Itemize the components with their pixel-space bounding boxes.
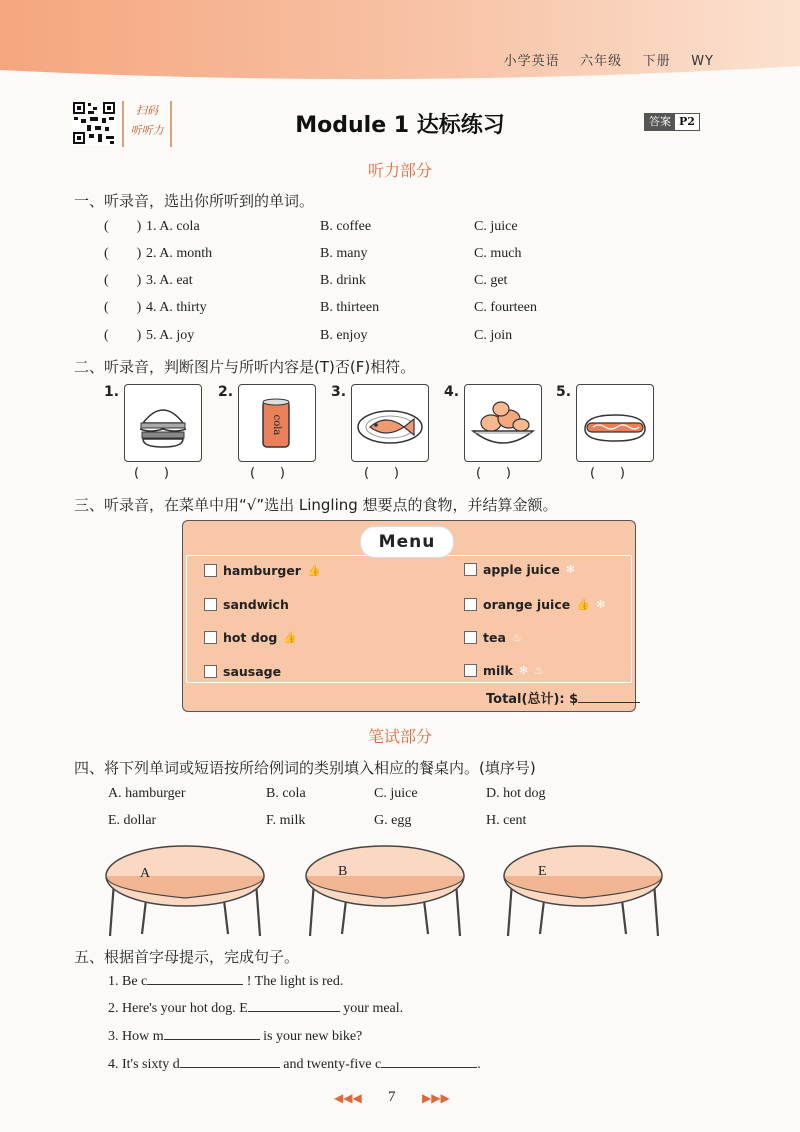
picture-1 xyxy=(124,384,202,462)
word-2: B. cola xyxy=(266,786,306,801)
pic-num-4: 4. xyxy=(444,384,460,400)
menu-item-left-4[interactable]: sausage xyxy=(204,664,281,679)
blank-4[interactable] xyxy=(180,1067,280,1068)
table-a[interactable] xyxy=(104,842,266,940)
pic-answer-5[interactable]: ( ) xyxy=(590,466,625,481)
pic-num-5: 5. xyxy=(556,384,572,400)
q1-answer-paren[interactable]: ( ) xyxy=(104,246,142,261)
q1-option-b: B. many xyxy=(320,246,368,261)
q1-option-b: B. drink xyxy=(320,273,366,288)
word-7: G. egg xyxy=(374,813,412,828)
q5-instruction: 五、根据首字母提示，完成句子。 xyxy=(74,948,300,966)
header-info: 小学英语 六年级 下册 WY xyxy=(503,54,714,69)
q1-option-b: B. thirteen xyxy=(320,300,380,315)
checkbox[interactable] xyxy=(464,598,477,611)
answer-badge[interactable]: 答案 P2 xyxy=(644,113,700,131)
prev-arrows-icon[interactable]: ◀◀◀ xyxy=(334,1091,362,1105)
table-a-label: A xyxy=(140,866,151,881)
snowflake-icon: ✻ xyxy=(518,664,529,677)
hamburger-icon xyxy=(125,385,201,461)
q1-answer-paren[interactable]: ( ) xyxy=(104,273,142,288)
word-5: E. dollar xyxy=(108,813,157,828)
q1-answer-paren[interactable]: ( ) xyxy=(104,219,142,234)
q1-instruction: 一、听录音，选出你所听到的单词。 xyxy=(74,192,315,210)
pic-answer-2[interactable]: ( ) xyxy=(250,466,285,481)
section-listening: 听力部分 xyxy=(367,161,432,180)
q1-option-a: 1. A. cola xyxy=(146,219,200,234)
menu-item-right-2[interactable]: orange juice 👍 ✻ xyxy=(464,597,605,612)
thumb-icon: 👍 xyxy=(283,631,297,644)
fish-plate-icon xyxy=(352,385,428,461)
checkbox[interactable] xyxy=(204,631,217,644)
pic-num-3: 3. xyxy=(331,384,347,400)
menu-item-right-4[interactable]: milk ✻ ♨ xyxy=(464,663,544,678)
pic-answer-4[interactable]: ( ) xyxy=(476,466,511,481)
pic-num-1: 1. xyxy=(104,384,120,400)
page-title: Module 1 达标练习 xyxy=(295,113,505,138)
next-arrows-icon[interactable]: ▶▶▶ xyxy=(422,1091,450,1105)
blank-2[interactable] xyxy=(248,1011,340,1012)
q1-option-c: C. juice xyxy=(474,219,518,234)
table-e[interactable] xyxy=(502,842,664,940)
pic-answer-3[interactable]: ( ) xyxy=(364,466,399,481)
word-3: C. juice xyxy=(374,786,418,801)
thumb-icon: 👍 xyxy=(576,598,590,611)
word-8: H. cent xyxy=(486,813,527,828)
q1-option-a: 4. A. thirty xyxy=(146,300,207,315)
q1-option-c: C. get xyxy=(474,273,508,288)
q4-instruction: 四、将下列单词或短语按所给例词的类别填入相应的餐桌内。(填序号) xyxy=(74,759,536,777)
q1-option-b: B. coffee xyxy=(320,219,372,234)
sentence-1: 1. Be c ! The light is red. xyxy=(108,974,344,989)
flame-icon: ♨ xyxy=(511,631,522,644)
q1-option-a: 2. A. month xyxy=(146,246,213,261)
q2-instruction: 二、听录音，判断图片与所听内容是(T)否(F)相符。 xyxy=(74,358,416,376)
flame-icon: ♨ xyxy=(534,664,545,677)
snowflake-icon: ✻ xyxy=(565,563,576,576)
hot-dog-icon xyxy=(577,385,653,461)
thumb-icon: 👍 xyxy=(306,564,321,577)
total-blank[interactable] xyxy=(578,702,640,703)
table-b[interactable] xyxy=(304,842,466,940)
sentence-3: 3. How m is your new bike? xyxy=(108,1029,363,1044)
checkbox[interactable] xyxy=(464,631,477,644)
table-b-label: B xyxy=(338,864,348,879)
word-1: A. hamburger xyxy=(108,786,186,801)
checkbox[interactable] xyxy=(464,664,477,677)
picture-2 xyxy=(238,384,316,462)
blank-5[interactable] xyxy=(381,1067,477,1068)
q1-option-a: 5. A. joy xyxy=(146,328,195,343)
q3-instruction: 三、听录音，在菜单中用“√”选出 Lingling 想要点的食物，并结算金额。 xyxy=(74,496,558,514)
menu-item-left-2[interactable]: sandwich xyxy=(204,597,289,612)
menu-item-left-1[interactable]: hamburger 👍 xyxy=(204,563,321,578)
blank-1[interactable] xyxy=(147,984,243,985)
can-label: cola xyxy=(271,414,282,436)
q1-option-b: B. enjoy xyxy=(320,328,368,343)
cola-can-icon xyxy=(239,385,315,461)
word-4: D. hot dog xyxy=(486,786,546,801)
checkbox[interactable] xyxy=(204,598,217,611)
checkbox[interactable] xyxy=(204,564,217,577)
pic-answer-1[interactable]: ( ) xyxy=(134,466,169,481)
word-6: F. milk xyxy=(266,813,306,828)
menu-item-left-3[interactable]: hot dog 👍 xyxy=(204,630,297,645)
q1-option-c: C. fourteen xyxy=(474,300,537,315)
picture-5 xyxy=(576,384,654,462)
table-e-label: E xyxy=(538,864,547,879)
q1-option-a: 3. A. eat xyxy=(146,273,193,288)
pic-num-2: 2. xyxy=(218,384,234,400)
sentence-4: 4. It's sixty d and twenty-five c . xyxy=(108,1057,481,1072)
snowflake-icon: ✻ xyxy=(595,598,606,611)
page-number: 7 xyxy=(388,1089,396,1105)
blank-3[interactable] xyxy=(164,1039,260,1040)
menu-item-right-3[interactable]: tea ♨ xyxy=(464,630,522,645)
picture-3 xyxy=(351,384,429,462)
q1-option-c: C. join xyxy=(474,328,513,343)
q1-answer-paren[interactable]: ( ) xyxy=(104,300,142,315)
q1-answer-paren[interactable]: ( ) xyxy=(104,328,142,343)
menu-title: Menu xyxy=(360,526,454,558)
checkbox[interactable] xyxy=(464,563,477,576)
q1-option-c: C. much xyxy=(474,246,522,261)
picture-4 xyxy=(464,384,542,462)
fried-chicken-icon xyxy=(465,385,541,461)
menu-total: Total(总计): $ xyxy=(486,688,640,707)
checkbox[interactable] xyxy=(204,665,217,678)
sentence-2: 2. Here's your hot dog. E your meal. xyxy=(108,1001,404,1016)
menu-item-right-1[interactable]: apple juice ✻ xyxy=(464,562,575,577)
scan-listen-label[interactable]: 扫码 听听力 xyxy=(122,101,172,147)
section-writing: 笔试部分 xyxy=(367,727,432,746)
